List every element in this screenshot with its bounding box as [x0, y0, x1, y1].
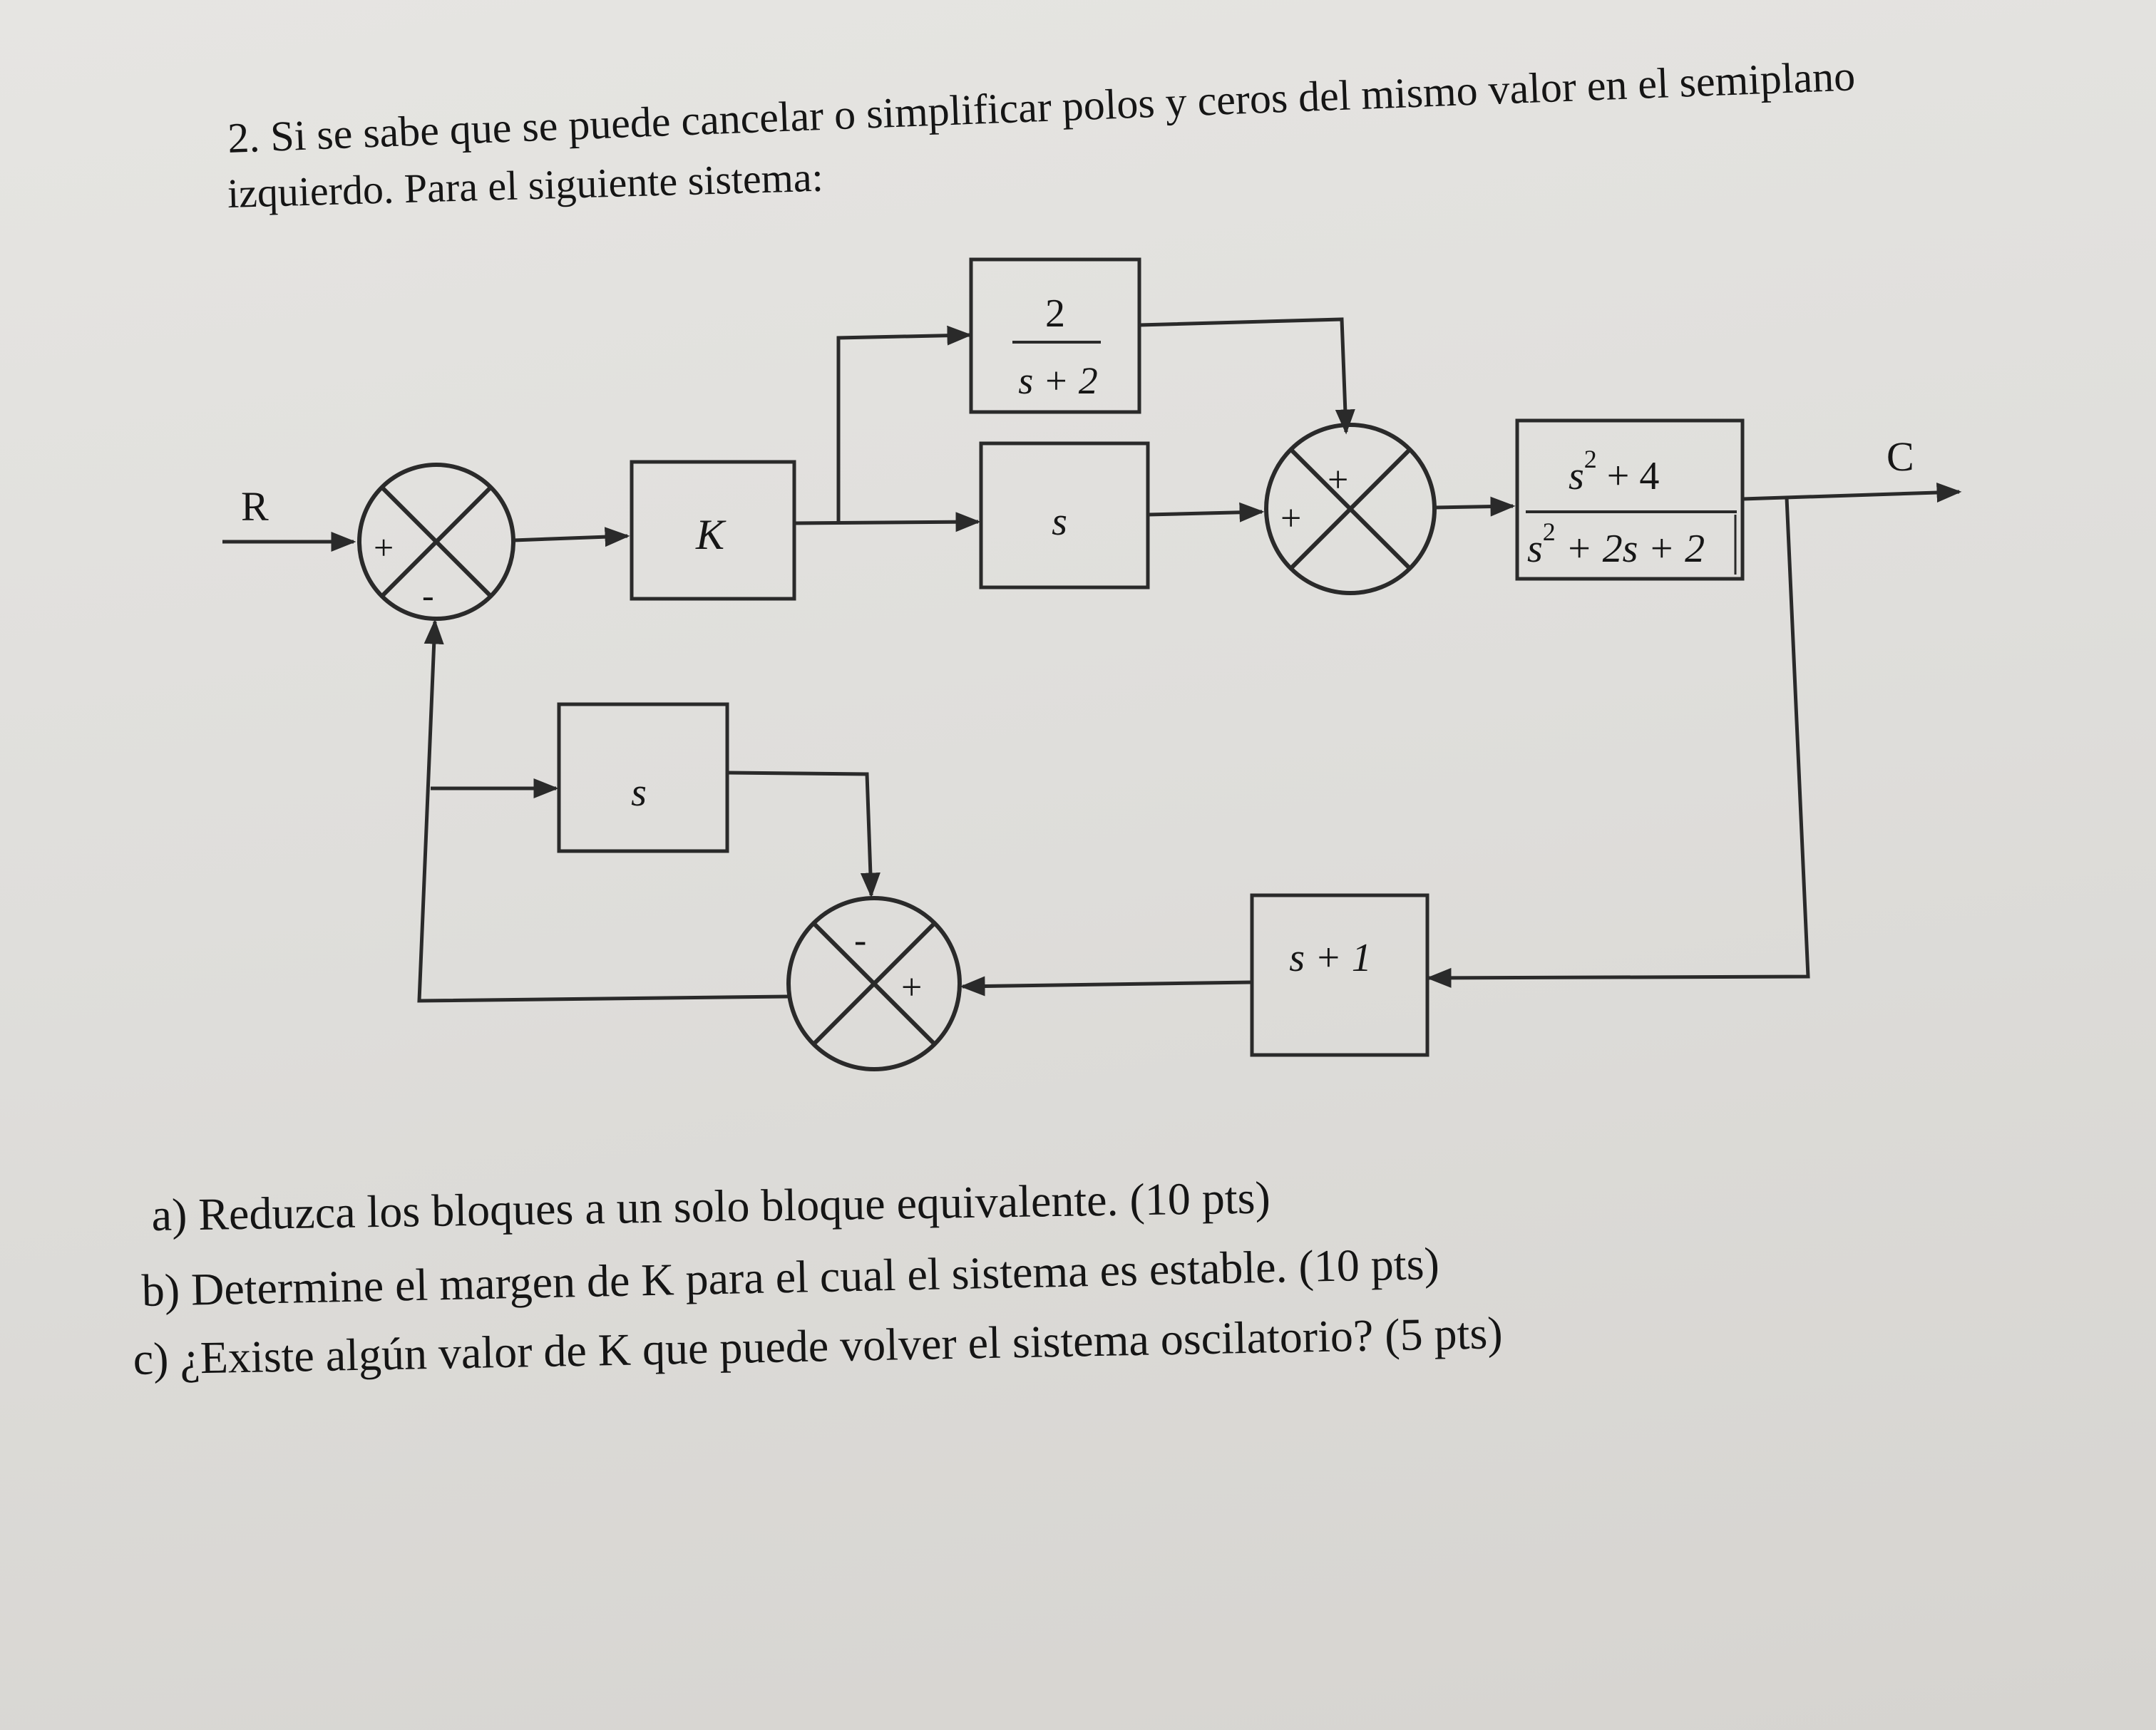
feedforward-numerator: 2 [1045, 292, 1065, 336]
derivative-lower-label: s [631, 771, 647, 815]
plant-denominator: $s^2 + 2s + 2$ [1527, 518, 1705, 571]
feedback-label: s + 1 [1289, 936, 1372, 980]
problem-statement-line-2: izquierdo. Para el siguiente sistema: [227, 153, 824, 217]
problem-statement-line-1: 2. Si se sabe que se puede cancelar o simplificar polos y ceros del mismo valor en el semiplano [227, 52, 1857, 162]
sum3-minus-sign: - [854, 920, 867, 961]
sum2-left-plus-sign: + [1280, 498, 1302, 539]
wire-feedforward-to-sum2 [1139, 319, 1346, 432]
sum2-top-plus-sign: + [1328, 460, 1349, 500]
summing-junction-3 [789, 898, 960, 1069]
wire-sum1-to-k [513, 536, 627, 540]
wire-derivative-to-sum2 [1148, 512, 1262, 515]
gain-label: K [695, 511, 725, 558]
question-b: b) Determine el margen de K para el cual el sistema es estable. (10 pts) [141, 1237, 1440, 1316]
wire-lower-derivative-to-sum3 [727, 773, 871, 895]
question-c: c) ¿Existe algún valor de K que puede volver el sistema oscilatorio? (5 pts) [133, 1307, 1504, 1384]
sum1-plus-sign: + [374, 527, 394, 567]
wire-sum3-to-sum1 [419, 622, 789, 1001]
wire-sum2-to-plant [1434, 506, 1513, 508]
feedforward-denominator: s + 2 [1018, 359, 1098, 402]
input-label-r: R [241, 483, 269, 530]
wire-feedback-to-sum3 [962, 982, 1252, 987]
output-label-c: C [1886, 433, 1914, 480]
sum1-minus-sign: - [422, 575, 434, 615]
question-a: a) Reduzca los bloques a un solo bloque equivalente. (10 pts) [151, 1172, 1271, 1240]
wire-branch-to-feedforward [838, 335, 970, 523]
derivative-upper-label: s [1052, 500, 1067, 544]
sum3-plus-sign: + [901, 967, 923, 1008]
plant-numerator: $s^2 + 4$ [1569, 445, 1660, 498]
wire-k-to-derivative [794, 522, 978, 523]
output-signal-line [1742, 492, 1959, 499]
